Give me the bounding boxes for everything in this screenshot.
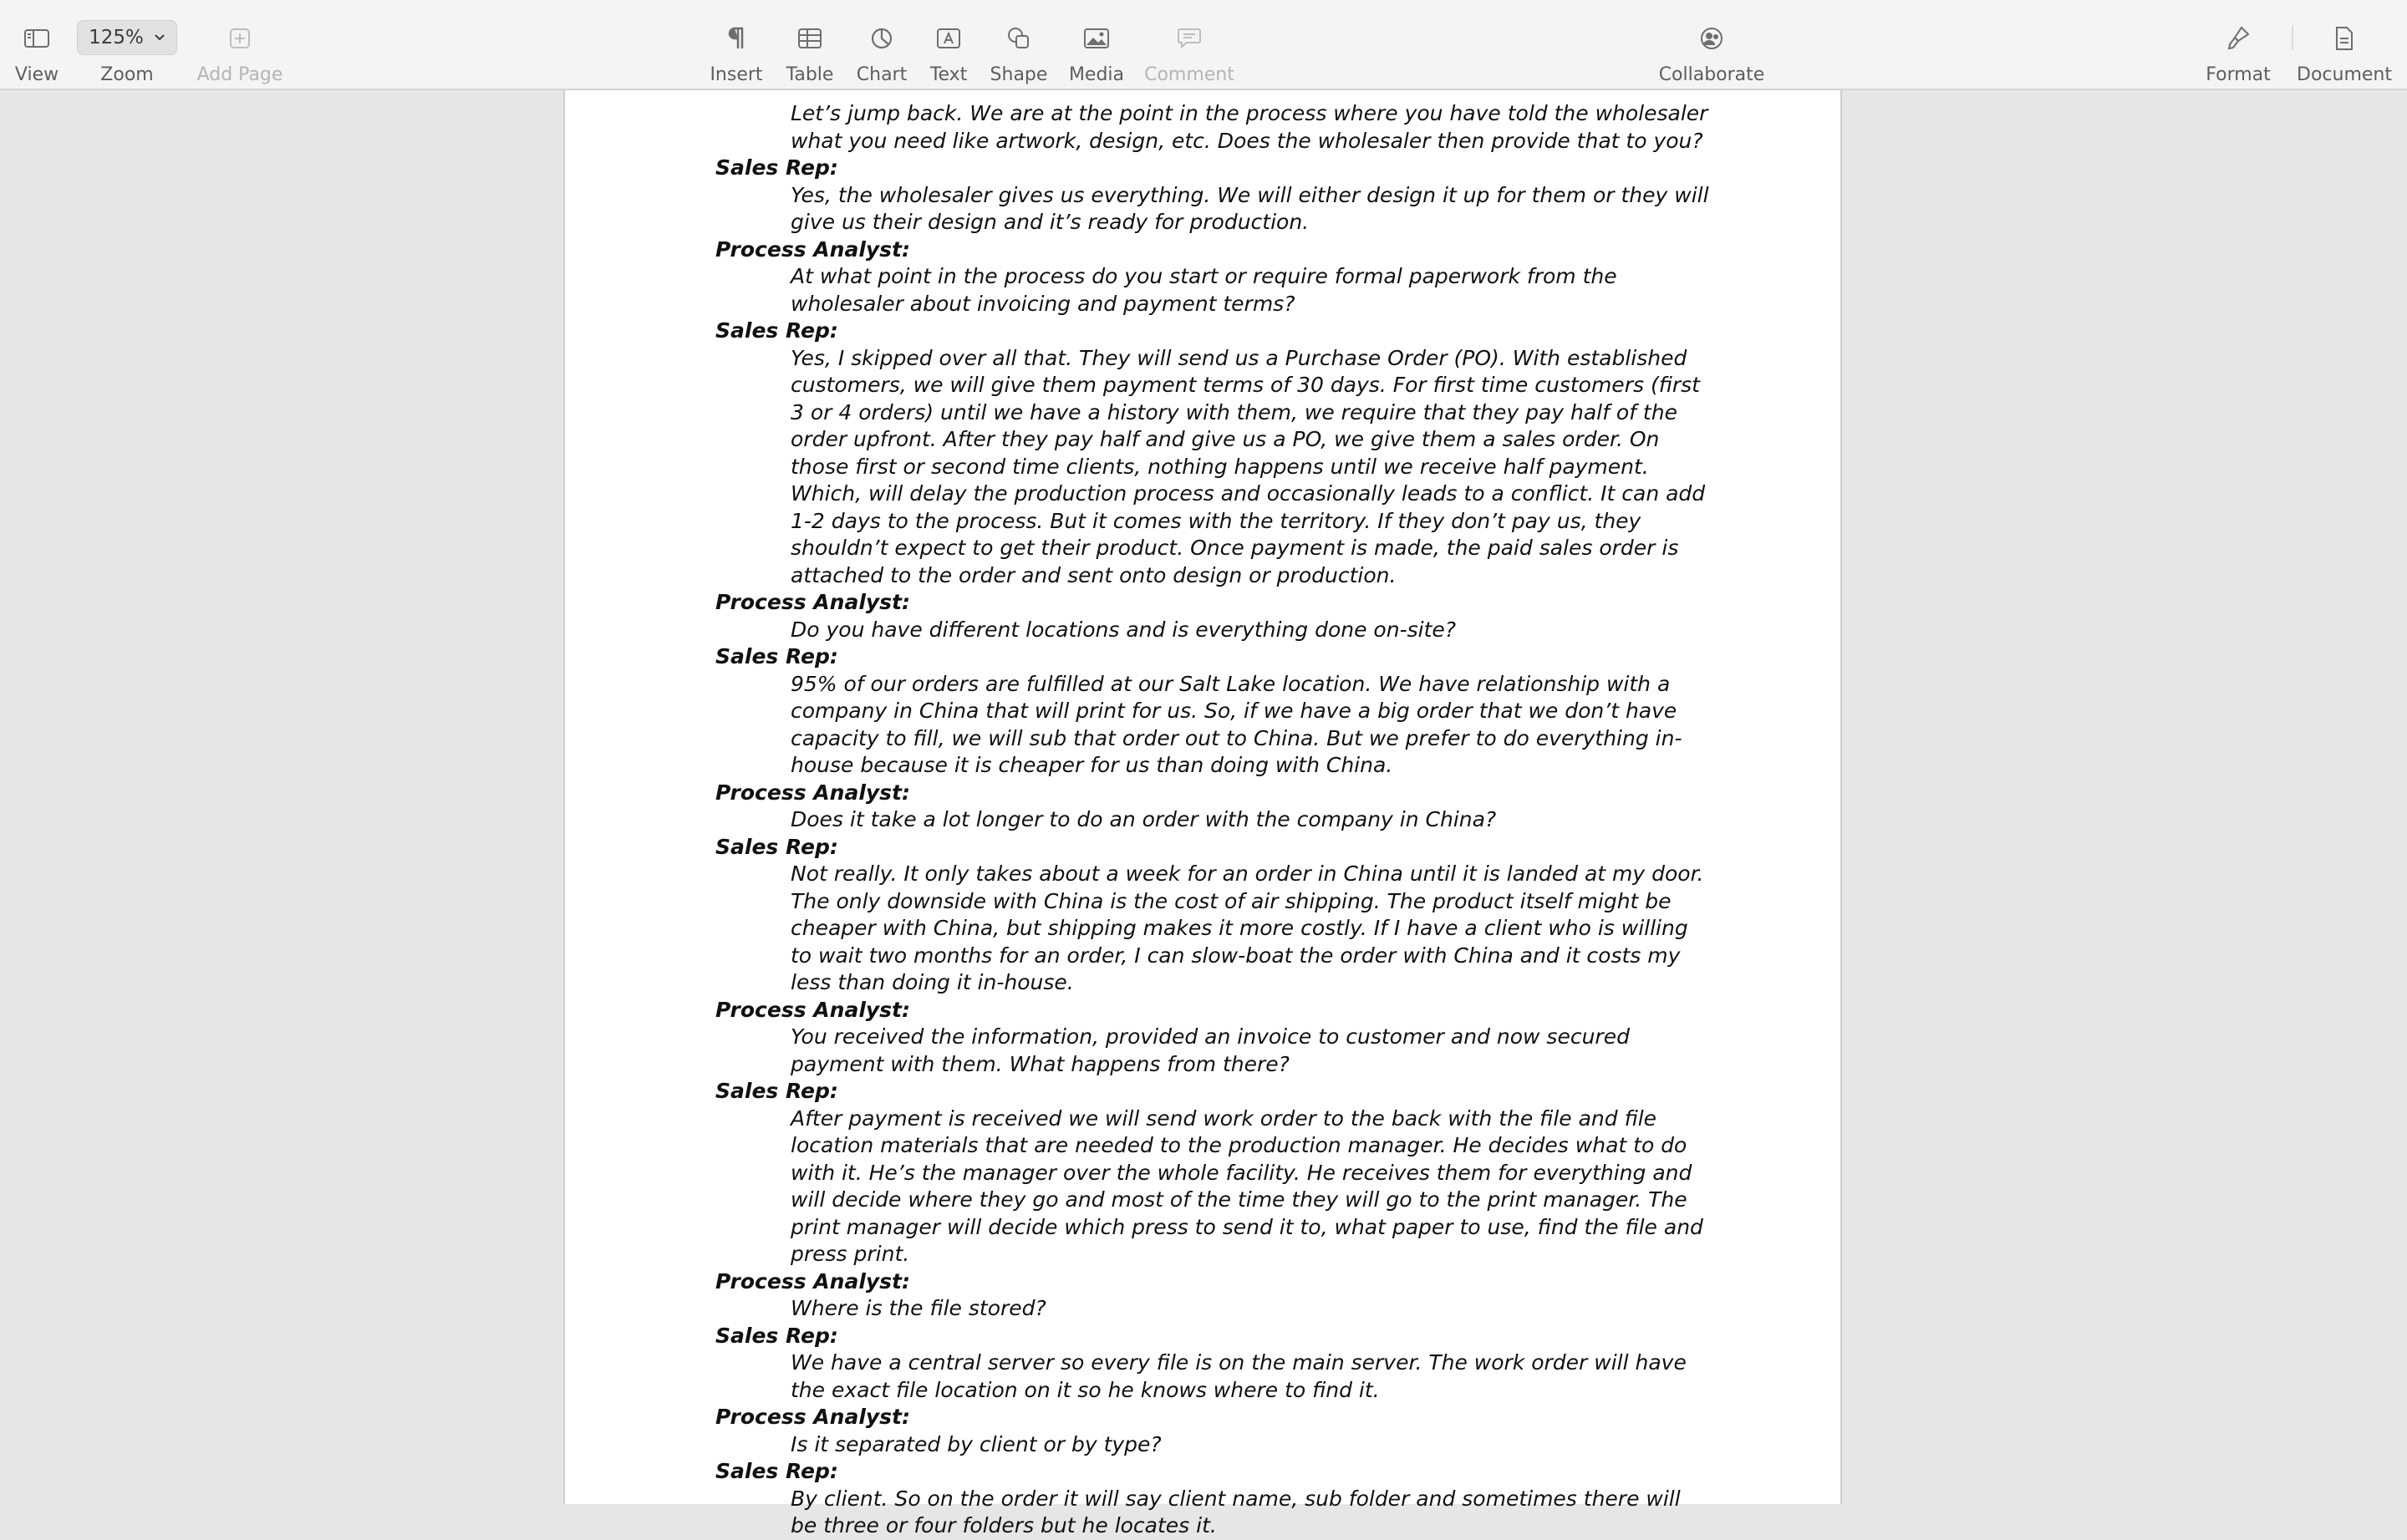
- text-button[interactable]: [919, 0, 978, 90]
- speaker-label: Sales Rep:: [715, 644, 838, 668]
- table-icon: [797, 28, 822, 49]
- speech-paragraph: Is it separated by client or by type?: [791, 1431, 1162, 1456]
- speaker-label: Process Analyst:: [715, 236, 911, 262]
- document-canvas[interactable]: [0, 90, 2407, 1537]
- shape-icon: [1006, 26, 1031, 51]
- speech-paragraph: You received the information, provided an invoice to customer and now secured payment with them. What happens from there?: [791, 1024, 1630, 1076]
- collaborate-icon: [1698, 27, 1725, 50]
- shape-label: Shape: [990, 64, 1048, 85]
- speech-paragraph: After payment is received we will send work order to the back with the file and file location materials that are needed to the production manager. He decides what to do with it. He’s the manager over the whole facility. He receives them for everything and will decide where they go and most of the time they will go to the print manager. The print manager will decide which press to send it to, what paper to use, find the file and press print.: [791, 1105, 1703, 1266]
- paintbrush-icon: [2226, 26, 2250, 51]
- speech-paragraph: Let’s jump back. We are at the point in the process where you have told the wholesaler what you need like artwork, design, etc. Does the wholesaler then provide that to you?: [791, 101, 1708, 153]
- speaker-label: Process Analyst:: [715, 590, 911, 614]
- speaker-label: Sales Rep:: [715, 1459, 838, 1483]
- comment-icon: [1177, 27, 1202, 50]
- toolbar: [0, 0, 2407, 90]
- speech-paragraph: Does it take a lot longer to do an order with the company in China?: [791, 807, 1497, 831]
- comment-label: Comment: [1144, 64, 1234, 85]
- text-box-icon: [936, 28, 961, 49]
- format-button[interactable]: [2203, 0, 2273, 90]
- speech-paragraph: At what point in the process do you start or require formal paperwork from the wholesaler about invoicing and payment terms?: [791, 264, 1617, 316]
- speech-paragraph: Not really. It only takes about a week for an order in China until it is landed at my door. The only downside with China is the cost of air shipping. The product itself might be cheaper with China, but shipping makes it more costly. If I have a client who is willing to wait two months for an order, I can slow-boat the order with China and it costs my less than doing it in-house.: [791, 861, 1704, 994]
- add-page-button[interactable]: [194, 0, 286, 90]
- pilcrow-icon: [726, 27, 746, 50]
- chart-label: Chart: [856, 64, 908, 85]
- view-button[interactable]: [12, 0, 62, 90]
- speaker-label: Process Analyst:: [715, 1268, 911, 1293]
- collaborate-button[interactable]: [1658, 0, 1765, 90]
- insert-button[interactable]: [707, 0, 766, 90]
- speaker-label: Sales Rep:: [715, 155, 838, 180]
- shape-button[interactable]: [990, 0, 1048, 90]
- format-label: Format: [2206, 64, 2271, 85]
- speaker-label: Process Analyst:: [715, 780, 911, 805]
- photo-icon: [1083, 28, 1110, 49]
- speech-paragraph: Where is the file stored?: [791, 1296, 1046, 1320]
- text-label: Text: [929, 64, 968, 85]
- toolbar-divider: [2292, 25, 2293, 50]
- zoom-label: Zoom: [100, 64, 154, 85]
- add-page-icon: [229, 28, 251, 49]
- comment-button[interactable]: [1143, 0, 1235, 90]
- speaker-label: Process Analyst:: [715, 997, 911, 1022]
- table-button[interactable]: [781, 0, 839, 90]
- zoom-value: 125%: [89, 27, 144, 48]
- speaker-label: Process Analyst:: [715, 1405, 911, 1429]
- document-button[interactable]: [2298, 0, 2390, 90]
- document-body[interactable]: [715, 100, 1710, 1540]
- speaker-label: Sales Rep:: [715, 1079, 838, 1103]
- speech-paragraph: Do you have different locations and is everything done on-site?: [791, 617, 1457, 642]
- speaker-label: Sales Rep:: [715, 1323, 838, 1348]
- chart-button[interactable]: [852, 0, 911, 90]
- speech-paragraph: Yes, the wholesaler gives us everything. We will either design it up for them or they will give us their design and it’s ready for production.: [791, 182, 1709, 234]
- insert-label: Insert: [710, 64, 763, 85]
- chart-icon: [870, 27, 893, 50]
- view-label: View: [14, 64, 59, 85]
- add-page-label: Add Page: [196, 64, 283, 85]
- zoom-item: [94, 0, 160, 90]
- speech-paragraph: We have a central server so every file is on the main server. The work order will have the exact file location on it so he knows where to find it.: [791, 1350, 1687, 1402]
- sidebar-icon: [24, 28, 49, 48]
- speech-paragraph: 95% of our orders are fulfilled at our Salt Lake location. We have relationship with a company in China that will print for us. So, if we have a big order that we don’t have capacity to fill, we will sub that order out to China. But we prefer to do everything in-house because it is cheaper for us than doing with China.: [791, 671, 1682, 777]
- media-button[interactable]: [1066, 0, 1127, 90]
- speaker-label: Sales Rep:: [715, 834, 838, 859]
- speech-paragraph: Yes, I skipped over all that. They will send us a Purchase Order (PO). With established customers, we will give them payment terms of 30 days. For first time customers (first 3 or 4 orders) until we have a history with them, we require that they pay half of the order upfront. After they pay half and give us a PO, we give them a sales order. On those first or second time clients, nothing happens until we receive half payment. Which, will delay the production process and occasionally leads to a conflict. It can add 1-2 days to the process. But it comes with the territory. If they don’t pay us, they shouldn’t expect to get their product. Once payment is made, the paid sales order is attached to the order and sent onto design or production.: [791, 345, 1706, 587]
- document-label: Document: [2297, 64, 2392, 85]
- speech-paragraph: By client. So on the order it will say client name, sub folder and sometimes there will be three or four folders but he locates it.: [791, 1486, 1681, 1537]
- collaborate-label: Collaborate: [1658, 64, 1765, 85]
- document-icon: [2334, 26, 2354, 51]
- media-label: Media: [1068, 64, 1125, 85]
- speaker-label: Sales Rep:: [715, 318, 838, 343]
- table-label: Table: [786, 64, 834, 85]
- document-page[interactable]: [563, 90, 1842, 1537]
